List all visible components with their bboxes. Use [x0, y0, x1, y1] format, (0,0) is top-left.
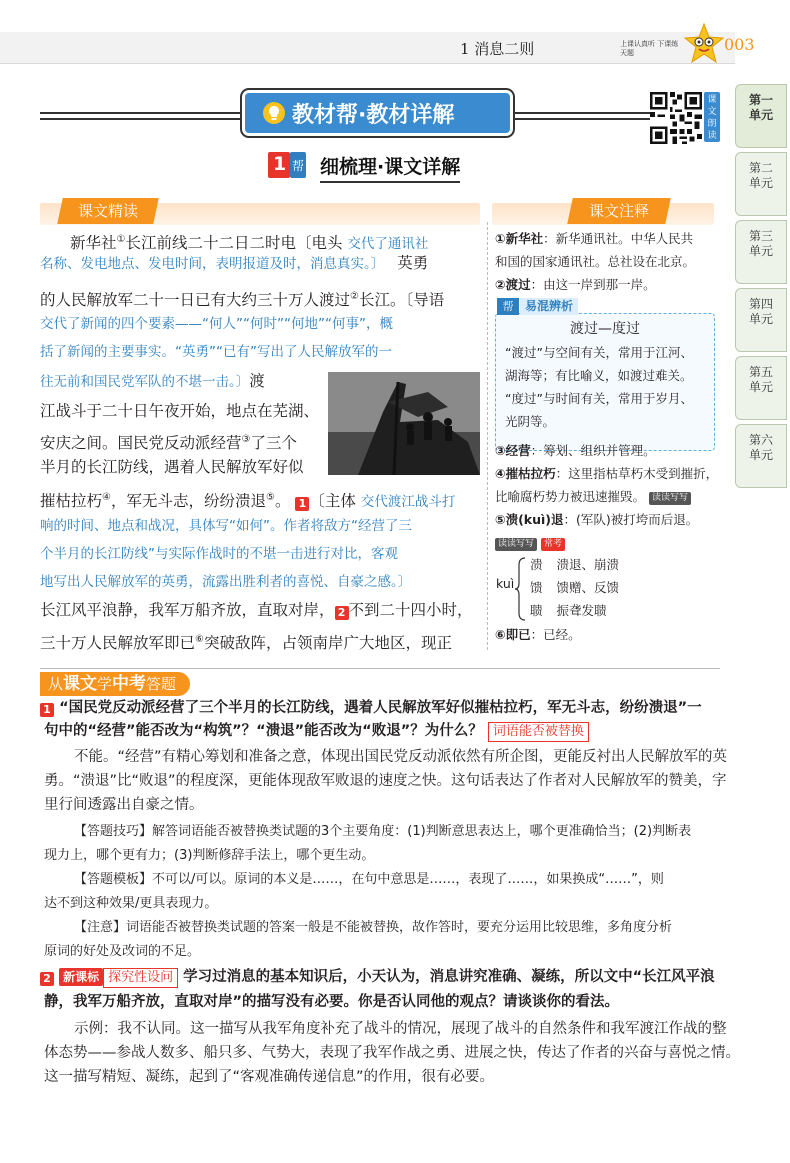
answer-2-line-2: 体态势——参战人数多、船只多、气势大，表现了我军作战之勇、进展之快，传达了作者的兴奋与喜悦之情。: [44, 1045, 740, 1061]
question-1-tag: 词语能否被替换: [488, 722, 589, 742]
tip-note-line-1: 【注意】词语能否被替换类试题的答案一般是不能被替换，故作答时，要充分运用比较思维，多角度分析: [74, 920, 673, 935]
text-line-13: 地写出人民解放军的英勇，流露出胜利者的喜悦、自豪之感。〕: [40, 574, 412, 590]
side-tab-unit-1[interactable]: 第一单元: [735, 84, 787, 148]
qr-code-icon[interactable]: [650, 92, 702, 144]
tip-technique-line-1: 【答题技巧】解答词语能否被替换类试题的3个主要角度：(1)判断意思表达上，哪个更准确恰当；(2)判断表: [74, 824, 692, 839]
answer-1-line-1: 不能。“经营”有精心筹划和准备之意，体现出国民党反动派依然有所企图，更能反衬出人民解放军的英: [74, 749, 728, 765]
text-line-11: 响的时间、地点和战况，具体写“如何”。作者将敌方“经营了三: [40, 518, 412, 534]
text-line-15: 三十万人民解放军即已⑥突破敌阵，占领南岸广大地区，现正: [40, 634, 452, 653]
text-line-6: 往无前和国民党军队的不堪一击。〕渡: [40, 372, 265, 390]
section-number: 1: [273, 153, 287, 175]
answer-2-line-1: 示例：我不认同。这一描写从我军角度补充了战斗的情况，展现了战斗的自然条件和我军渡江作战的整: [74, 1021, 727, 1037]
text-line-1: 新华社①长江前线二十二日二时电〔电头 交代了通讯社: [70, 234, 429, 253]
side-tab-unit-6[interactable]: 第六单元: [735, 424, 787, 488]
note-5: ⑤溃(kuì)退：(军队)被打垮而后退。: [495, 512, 699, 527]
text-line-3: 的人民解放军二十一日已有大约三十万人渡过②长江。〔导语: [40, 291, 445, 310]
question-1-number: 1: [40, 703, 54, 717]
note-1-line-1: ①新华社：新华通讯社。中华人民共: [495, 231, 694, 246]
lightbulb-icon: [262, 101, 286, 125]
note-1-line-2: 和国的国家通讯社。总社设在北京。: [495, 254, 696, 269]
note-6: ⑥即已：已经。: [495, 627, 581, 642]
tip-template-line-1: 【答题模板】不可以/可以。原词的本义是……，在句中意思是……，表现了……，如果换成“……”，则: [74, 872, 664, 887]
text-line-5: 括了新闻的主要事实。“英勇”“已有”写出了人民解放军的一: [40, 344, 392, 360]
side-tab-unit-3[interactable]: 第三单元: [735, 220, 787, 284]
section-badge-char: 帮: [292, 159, 305, 173]
exam-section-tag: 从课文学中考答题: [40, 672, 190, 696]
note-2: ②渡过：由这一岸到那一岸。: [495, 277, 656, 292]
section-separator: [40, 668, 720, 669]
tip-template-line-2: 达不到这种效果/更具表现力。: [44, 896, 218, 911]
brace-icon: [514, 557, 526, 621]
column-divider: [487, 222, 488, 650]
side-tab-unit-2[interactable]: 第二单元: [735, 152, 787, 216]
confusion-line-3: “度过”与时间有关，常用于岁月、: [505, 391, 693, 406]
text-line-14: 长江风平浪静，我军万船齐放，直取对岸， 2 不到二十四小时，: [40, 601, 473, 619]
text-line-12: 个半月的长江防线”与实际作战时的不堪一击进行对比，客观: [40, 546, 398, 562]
question-1-line-2: 句中的“经营”能否改为“构筑”？“溃退”能否改为“败退”？为什么？ 词语能否被替换: [44, 720, 589, 743]
kui-row-1: 溃 溃退、崩溃: [530, 557, 620, 572]
header-slogan: 上课认真听 下课练天题: [620, 40, 679, 57]
qr-label: 课文朗读: [704, 92, 720, 142]
page-number: 003: [724, 35, 755, 54]
confusion-label: 易混辨析: [520, 298, 578, 315]
confusion-title: 渡过—度过: [570, 321, 640, 337]
reading-header: 课文精读: [57, 198, 159, 224]
text-line-4: 交代了新闻的四个要素——“何人”“何时”“何地”“何事”，概: [40, 316, 393, 332]
note-4-line-1: ④摧枯拉朽：这里指枯草朽木受到摧折，: [495, 466, 719, 481]
tip-technique-line-2: 现力上，哪个更有力；(3)判断修辞手法上，哪个更生动。: [44, 848, 375, 863]
question-2-tag-new-standard: 新课标: [59, 968, 103, 986]
kui-pinyin: kuì: [496, 576, 515, 591]
question-2-number: 2: [40, 972, 54, 986]
question-1-line-1: 1 “国民党反动派经营了三个半月的长江防线，遇着人民解放军好似摧枯拉朽，军无斗志，纷纷溃退”一: [40, 697, 702, 720]
kui-row-2: 馈 馈赠、反馈: [530, 580, 620, 595]
section-title: 细梳理·课文详解: [320, 152, 460, 183]
side-tab-unit-5[interactable]: 第五单元: [735, 356, 787, 420]
question-2-tag-inquiry: 探究性设问: [103, 968, 178, 988]
confusion-badge: 帮: [497, 298, 519, 315]
note-4-line-2: 比喻腐朽势力被迅速摧毁。 读读写写: [495, 486, 691, 507]
mascot-star-icon: [684, 22, 724, 68]
question-2-line-1: 2 新课标 探究性设问 学习过消息的基本知识后，小天认为，消息讲究准确、凝练，所以文中“长江风平浪: [40, 966, 715, 989]
mark-1: 1: [295, 497, 309, 511]
banner-title: 教材帮·教材详解: [292, 103, 455, 128]
notes-header: 课文注释: [567, 198, 671, 224]
river-crossing-photo: [328, 372, 480, 475]
side-tab-unit-4[interactable]: 第四单元: [735, 288, 787, 352]
text-line-2: 名称、发电地点、发电时间，表明报道及时，消息真实。〕 英勇: [40, 254, 429, 272]
kui-row-3: 聩 振聋发聩: [530, 603, 607, 618]
note-3: ③经营：筹划、组织并管理。: [495, 443, 656, 458]
text-line-7: 江战斗于二十日午夜开始，地点在芜湖、: [40, 402, 320, 420]
text-line-10: 摧枯拉朽④，军无斗志，纷纷溃退⑤。 1 〔主体 交代渡江战斗打: [40, 492, 456, 511]
text-line-9: 半月的长江防线，遇着人民解放军好似: [40, 458, 304, 476]
text-line-8: 安庆之间。国民党反动派经营③了三个: [40, 434, 297, 453]
confusion-line-1: “渡过”与空间有关，常用于江河、: [505, 345, 693, 360]
note-5-tags: 读读写写 常考: [495, 532, 565, 553]
confusion-line-2: 湖海等；有比喻义，如渡过难关。: [505, 368, 693, 383]
answer-1-line-2: 勇。“溃退”比“败退”的程度深，更能体现敌军败退的速度之快。这句话表达了作者对人民解放军的赞美，字: [44, 773, 727, 789]
tag-read-write: 读读写写: [649, 492, 691, 505]
answer-1-line-3: 里行间透露出自豪之情。: [44, 797, 204, 813]
tip-note-line-2: 原词的好处及改词的不足。: [44, 944, 201, 959]
mark-2: 2: [335, 606, 349, 620]
answer-2-line-3: 这一描写精短、凝练，起到了“客观准确传递信息”的作用，很有必要。: [44, 1069, 495, 1085]
confusion-line-4: 光阴等。: [505, 414, 556, 429]
question-2-line-2: 静，我军万船齐放，直取对岸”的描写没有必要。你是否认同他的观点？请谈谈你的看法。: [44, 994, 620, 1010]
lesson-title: 1 消息二则: [460, 40, 535, 58]
